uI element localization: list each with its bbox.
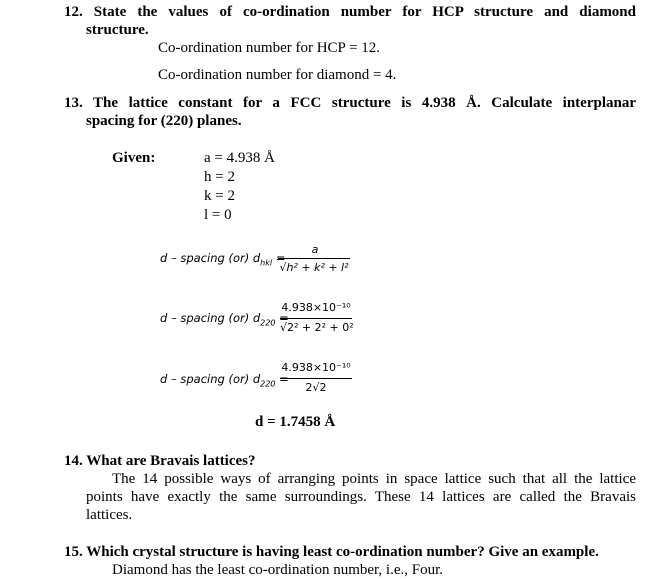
given-l: l = 0 [204, 207, 232, 223]
q15-answer: Diamond has the least co-ordination number, i.e., Four. [112, 562, 443, 578]
q15-heading: 15. Which crystal structure is having least co-ordination number? Give an example. [64, 544, 599, 560]
formula-hkl-lhs: d – spacing (or) $d_{hkl}$ = [160, 251, 286, 268]
formula-hkl-numerator: a [311, 243, 319, 256]
q12-heading-line1: 12. State the values of co-ordination number for HCP structure and diamond [64, 4, 636, 20]
formula-hkl-denominator: √h² + k² + l² [279, 261, 349, 274]
step2-denominator: 2√2 [305, 381, 327, 394]
given-a: a = 4.938 Å [204, 150, 275, 166]
q13-heading-line2: spacing for (220) planes. [86, 113, 242, 129]
step1-denominator: √2² + 2² + 0² [280, 321, 354, 334]
q12-answer-hcp: Co-ordination number for HCP = 12. [158, 40, 381, 56]
formula-hkl-fraction-bar [278, 258, 350, 259]
q13-heading-line1: 13. The lattice constant for a FCC structure is 4.938 Å. Calculate interplanar [64, 95, 636, 111]
q14-body-line1: The 14 possible ways of arranging points in space lattice such that all the lattice [112, 471, 636, 487]
step1-fraction-bar [280, 318, 352, 319]
q14-body-line3: lattices. [86, 507, 133, 523]
given-h: h = 2 [204, 169, 235, 185]
q14-body-line2: points have exactly the same surroundings. These 14 lattices are called the Bravais [86, 489, 636, 505]
step1-numerator: 4.938×10⁻¹⁰ [281, 301, 351, 314]
given-label: Given: [112, 150, 156, 166]
step2-numerator: 4.938×10⁻¹⁰ [281, 361, 351, 374]
q12-heading-line2: structure. [86, 22, 149, 38]
q12-answer-diamond: Co-ordination number for diamond = 4. [158, 67, 397, 83]
step1-lhs: d – spacing (or) $d_{220}$ = [160, 311, 289, 328]
q14-heading: 14. What are Bravais lattices? [64, 453, 256, 469]
step2-lhs: d – spacing (or) $d_{220}$ = [160, 372, 289, 389]
q13-result: d = 1.7458 Å [255, 414, 336, 430]
step2-fraction-bar [280, 378, 352, 379]
given-k: k = 2 [204, 188, 235, 204]
